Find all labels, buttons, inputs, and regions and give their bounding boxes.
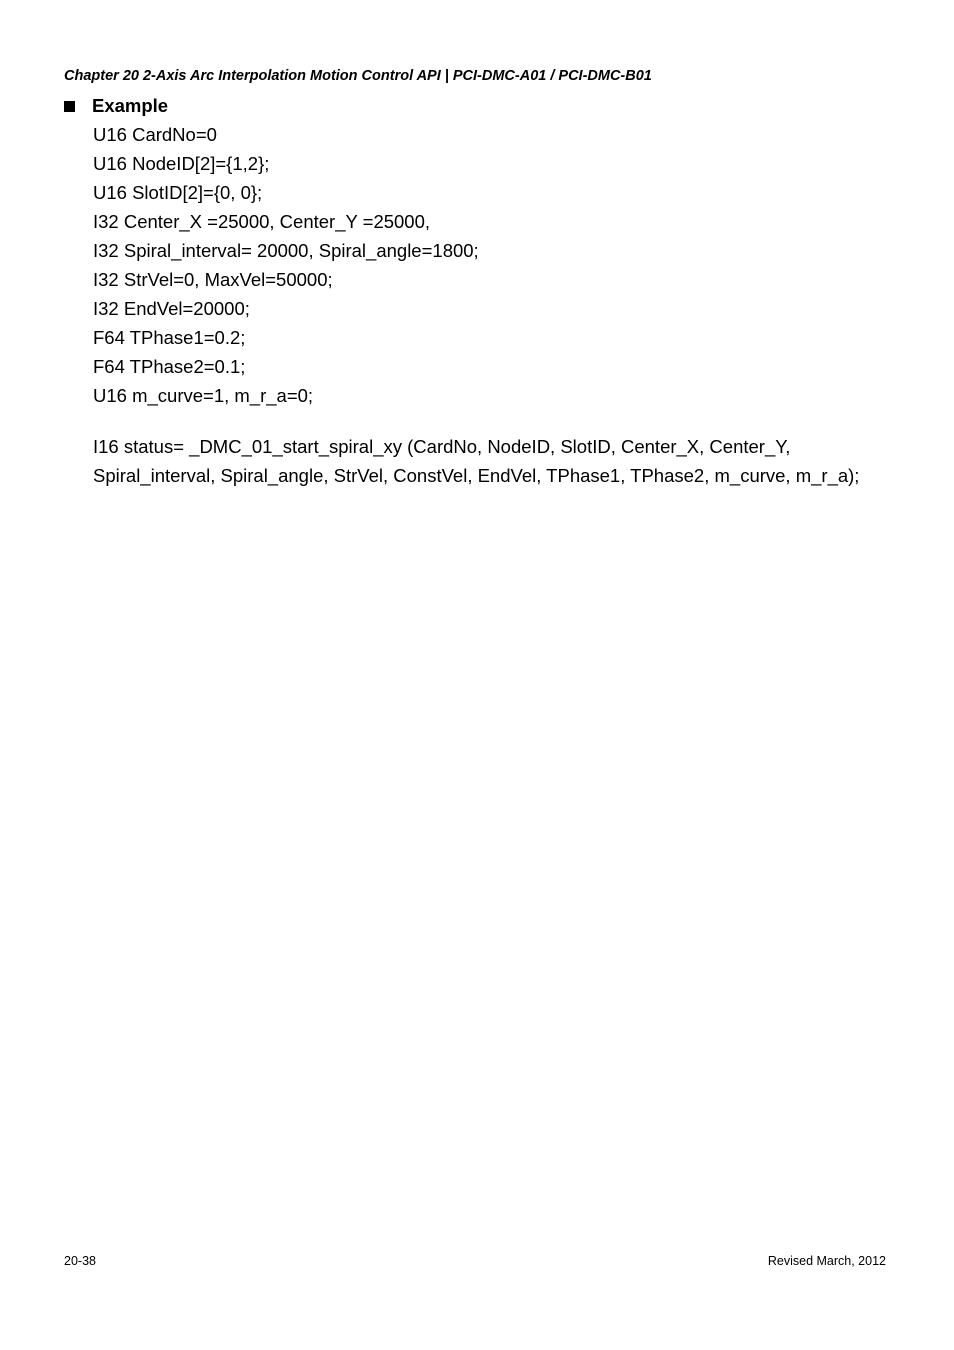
code-line: I32 StrVel=0, MaxVel=50000; <box>93 269 333 290</box>
code-line: F64 TPhase2=0.1; <box>93 356 246 377</box>
code-line: U16 SlotID[2]={0, 0}; <box>93 182 263 203</box>
code-line: I32 Center_X =25000, Center_Y =25000, <box>93 211 431 232</box>
page-number: 20-38 <box>64 1254 96 1268</box>
code-line: I16 status= _DMC_01_start_spiral_xy (CardNo, NodeID, SlotID, Center_X, Center_Y, <box>93 436 791 457</box>
code-line: Spiral_interval, Spiral_angle, StrVel, ConstVel, EndVel, TPhase1, TPhase2, m_curve, m_r_a); <box>93 465 860 486</box>
declarations-code-block <box>93 120 479 410</box>
code-line: F64 TPhase1=0.2; <box>93 327 246 348</box>
code-line: U16 NodeID[2]={1,2}; <box>93 153 270 174</box>
example-heading-label: Example <box>92 95 169 116</box>
example-section-heading <box>64 95 168 117</box>
code-line: U16 CardNo=0 <box>93 124 217 145</box>
function-call-code-block <box>93 432 859 490</box>
page-header: Chapter 20 2-Axis Arc Interpolation Motion Control API | PCI-DMC-A01 / PCI-DMC-B01 <box>64 68 652 84</box>
code-line: I32 Spiral_interval= 20000, Spiral_angle=1800; <box>93 240 479 261</box>
square-bullet-icon <box>64 101 75 112</box>
code-line: I32 EndVel=20000; <box>93 298 250 319</box>
revision-date: Revised March, 2012 <box>767 1254 886 1268</box>
code-line: U16 m_curve=1, m_r_a=0; <box>93 385 314 406</box>
